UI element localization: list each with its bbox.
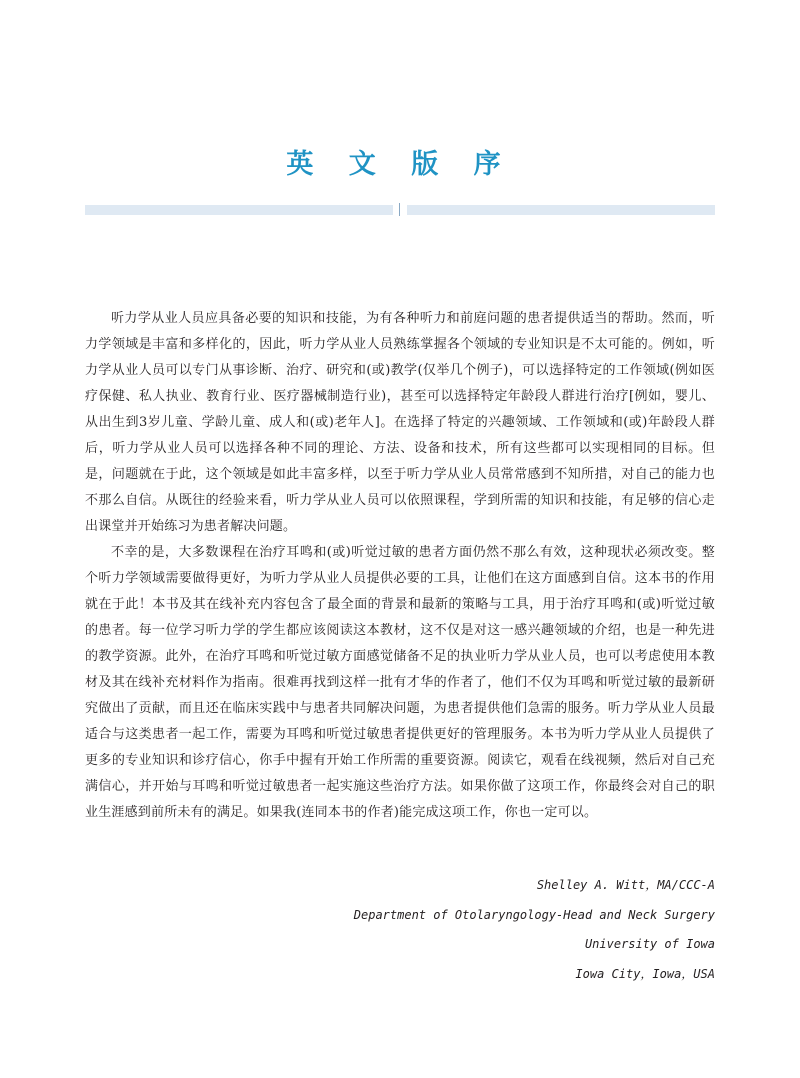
signature-name: Shelley A. Witt，MA/CCC-A [536, 878, 715, 892]
title-divider-right [407, 205, 715, 215]
title-divider-left [85, 205, 393, 215]
paragraph-1: 听力学从业人员应具备必要的知识和技能，为有各种听力和前庭问题的患者提供适当的帮助。然而，听力学领域是丰富和多样化的，因此，听力学从业人员熟练掌握各个领域的专业知识是不太可能的。例如，听力学从业人员可以专门从事诊断、治疗、研究和(或)教学(仅举几个例子)，可以选择特定的工作领域(例如医疗保健、私人执业、教育行业、医疗器械制造行业)，甚至可以选择特定年龄段人群进行治疗[例如，婴儿、从出生到3岁儿童、学龄儿童、成人和(或)老年人]。在选择了特定的兴趣领域、工作领域和(或)年龄段人群后，听力学从业人员可以选择各种不同的理论、方法、设备和技术，所有这些都可以实现相同的目标。但是，问题就在于此，这个领域是如此丰富多样，以至于听力学从业人员常常感到不知所措，对自己的能力也不那么自信。从既往的经验来看，听力学从业人员可以依照课程，学到所需的知识和技能，有足够的信心走出课堂并开始练习为患者解决问题。 [85, 311, 715, 534]
page-title: 英 文 版 序 [286, 149, 514, 180]
paragraph-2: 不幸的是，大多数课程在治疗耳鸣和(或)听觉过敏的患者方面仍然不那么有效，这种现状必须改变。整个听力学领域需要做得更好，为听力学从业人员提供必要的工具，让他们在这方面感到自信。这本书的作用就在于此！本书及其在线补充内容包含了最全面的背景和最新的策略与工具，用于治疗耳鸣和(或)听觉过敏的患者。每一位学习听力学的学生都应该阅读这本教材，这不仅是对这一感兴趣领域的介绍，也是一种先进的教学资源。此外，在治疗耳鸣和听觉过敏方面感觉储备不足的执业听力学从业人员，也可以考虑使用本教材及其在线补充材料作为指南。很难再找到这样一批有才华的作者了，他们不仅为耳鸣和听觉过敏的最新研究做出了贡献，而且还在临床实践中与患者共同解决问题，为患者提供他们急需的服务。听力学从业人员最适合与这类患者一起工作，需要为耳鸣和听觉过敏患者提供更好的管理服务。本书为听力学从业人员提供了更多的专业知识和诊疗信心，你手中握有开始工作所需的重要资源。阅读它，观看在线视频，然后对自己充满信心，并开始与耳鸣和听觉过敏患者一起实施这些治疗方法。如果你做了这项工作，你最终会对自己的职业生涯感到前所未有的满足。如果我(连同本书的作者)能完成这项工作，你也一定可以。 [85, 545, 715, 820]
signature-university: University of Iowa [584, 937, 715, 951]
signature-block [300, 871, 715, 989]
signature-location: Iowa City，Iowa，USA [575, 966, 715, 981]
preface-body [85, 306, 715, 826]
signature-department: Department of Otolaryngology-Head and Neck Surgery [353, 907, 715, 922]
title-divider-tick [399, 203, 400, 216]
